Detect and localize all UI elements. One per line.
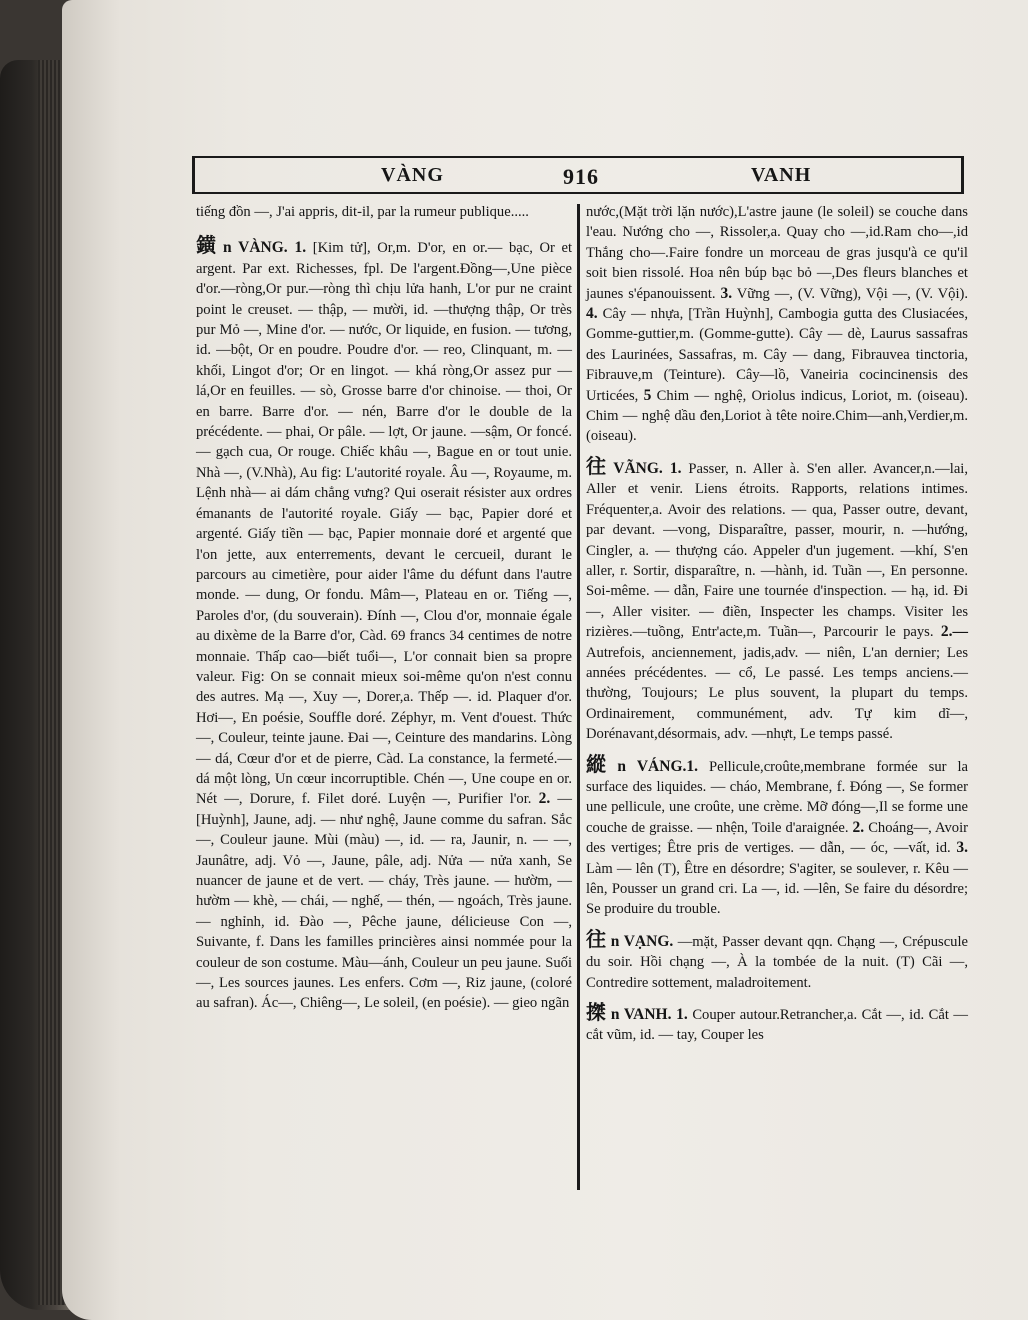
entry-body: Passer, n. Aller à. S'en aller. Avancer,n.—lai, Aller et venir. Liens étroits. Rapports, relations intimes. Fréquenter,a. Avoir des relations. — qua, Passer outre, devant, par devant. —vong, Disparaître, passer, mourir, n. —hướng, Cingler, a. — thượng cáo. Appeler d'un jugement. —khí, S'en aller, r. Sortir, disparaître, n. —hành, id. Tuần —, En personne. Soi-même. — dẫn, Faire une tournée d'inspection. — hạ, id. Đi —, Aller visiter. — điền, Inspecter les champs. Visiter les rizières.—tuồng, Entr'acte,m. Tuần—, Parcourir le pays. — [586, 460, 969, 641]
continuation-text: tiếng đồn —, J'ai appris, dit-il, par la rumeur publique..... — [196, 204, 529, 220]
sense-number: 3. — [956, 839, 968, 857]
entry-vang-3 — [586, 755, 968, 920]
chinese-glyph: 縱 — [586, 753, 614, 776]
sense-number: 2. — [538, 790, 551, 808]
headword: n VANH. 1. — [610, 1006, 688, 1024]
entry-body: Choáng—, Avoir des vertiges; Être pris de vertiges. — dẫn, — óc, —vất, id. — [586, 819, 969, 857]
chinese-glyph: 往 — [586, 928, 607, 951]
entry-body: —mặt, Passer devant qqn. Chạng —, Crépuscule du soir. Hồi chạng —, À la tombée de la nuit. (T) Cãi —, Contredire sottement, maladroitement. — [586, 933, 969, 991]
header-right-word: VANH — [751, 164, 812, 186]
entry-vang-2 — [586, 457, 968, 745]
sense-number: 4. — [586, 305, 598, 323]
headword: n VÁNG.1. — [617, 757, 699, 775]
entry-vanh — [586, 1003, 968, 1046]
running-header — [192, 156, 964, 194]
sense-number: 3. — [720, 284, 733, 302]
headword: n VÀNG. 1. — [222, 239, 307, 257]
entry-body: nước,(Mặt trời lặn nước),L'astre jaune (le soleil) se couche dans l'eau. Nướng cho —, Rissoler,a. Quay cho —,id.Ram cho—,id Thắng cho—.Faire fondre un morceau de gras jusqu'à ce qu'il soit bien rissolé. Hoa nên búp bạc bỏ —,Des fleurs blanches et jaunes s'épanouissent. — [586, 204, 968, 302]
chinese-glyph: 往 — [586, 455, 610, 478]
page-number: 916 — [563, 164, 599, 189]
right-column — [586, 202, 968, 1046]
entry-body: Autrefois, anciennement, jadis,adv. — niên, L'an dernier; Les années précédentes. — cổ, Le passé. Les temps anciens.— thường, Toujours; Le plus souvent, la plupart du temps. Ordinairement, communément, adv. Tự kim dĩ—, Dorénavant,désormais, adv. —nhựt, Le temps passé. — [586, 644, 968, 743]
sense-number: 2.— — [940, 623, 968, 641]
chinese-glyph: 搩 — [586, 1002, 607, 1025]
entry-vang-4 — [586, 930, 968, 993]
headword: n VẠNG. — [610, 932, 674, 950]
left-column — [196, 202, 572, 1014]
entry-vang — [196, 236, 572, 1013]
entry-body: Làm — lên (T), Être en désordre; S'agiter, se soulever, r. Kêu — lên, Pousser un grand cri. La —, id. —lên, Se faire du désordre; Se produire du trouble. — [586, 860, 968, 918]
headword: VÃNG. 1. — [613, 459, 682, 477]
sense-number: 5 — [643, 386, 652, 404]
column-divider — [577, 204, 580, 1190]
entry-body: [Kim tử], Or,m. D'or, en or.— bạc, Or et argent. Par ext. Richesses, fpl. De l'argent.Đồng—,Une pièce d'or.—ròng,Or pur.—ròng thì chịu lửa hanh, L'or pur ne craint point le creuset. — thập, — mười, id. —thượng thập, Or très pur Mỏ —, Mine d'or. — nước, Or liquide, en fusion. — tương, id. —bột, Or en poudre. Poudre d'or. — reo, Clinquant, m. — khối, Lingot d'or; Or en lingot. — khá ròng,Or assez pur —lá,Or en feuilles. — sò, Grosse barre d'or chinoise. — thoi, Or en barre. Barre d'or. — nén, Barre d'or le double de la précédente. — phai, Or pâle. — lợt, Or jaune. —sậm, Or foncé.— gạch cua, Or rouge. Chiếc khâu —, Bague en or tout unie. Nhà —, (V.Nhà), Au fig: L'autorité royale. Âu —, Royaume, m. Lệnh nhà— ai dám chẳng vưng? Qui oserait résister aux ordres émanants de l'autorité royale. Giấy — bạc, Papier doré et argenté. Giấy tiền — bạc, Papier monnaie doré et argenté que l'on jette, aux enterrements, devant le cercueil, durant le parcours au cimetière, pour aider l'âme du défunt dans l'autre monde. — dung, Or fondu. Mâm—, Plateau en or. Tiếng —, Paroles d'or, (du souverain). Đính —, Clou d'or, monnaie égale au dixème de la Barre d'or, Càd. 69 francs 34 centimes de notre monnaie. Thấp cao—biết tuổi—, L'or connait bien sa propre valeur. Fig: On se connait mieux soi-même qu'on n'est connu des autres. Mạ —, Xuy —, Dorer,a. Thếp —. id. Plaquer d'or. Hơi—, En poésie, Souffle doré. Zéphyr, m. Vent d'ouest. Thức —, Couleur, teinte jaune. Đai —, Ceinture des mandarins. Lòng — dá, Cœur d'or et de pierre, Càd. La constance, la fermeté.—dá một lòng, Un cœur incorruptible. Chén —, Une coupe en or. Nét —, Dorure, f. Filet doré. Luyện —, Purifier l'or. — [196, 240, 573, 808]
entry-body: Cây — nhựa, [Trần Huỳnh], Cambogia gutta des Clusiacées, Gomme-guttier,m. (Gomme-gutte). Cây — dè, Laurus sassafras des Laurinées, Sassafras, m. Cây — dang, Fibrauvea tinctoria, Fibrauve,m (Teinture). Cây—lồ, Vaneiria cocincinensis des Urticées, — [586, 306, 968, 404]
entry-body: Chim — nghệ, Oriolus indicus, Loriot, m. (oiseau). Chim — nghệ dầu đen,Loriot à tête noire.Chim—anh,Verdier,m. (oiseau). — [586, 387, 969, 445]
chinese-glyph: 鐄 — [196, 235, 219, 258]
entry-body: Pellicule,croûte,membrane formée sur la surface des liquides. — cháo, Membrane, f. Đóng —, Se former une pellicule, une croûte, une crème. Mỡ đóng—,Il se forme une couche de graisse. — nhện, Toile d'araignée. — [586, 758, 968, 836]
entry-body: Vững —, (V. Vững), Vội —, (V. Vội). — [736, 285, 969, 302]
entry-body: Couper autour.Retrancher,a. Cắt —, id. Cắt — cắt vũm, id. — tay, Couper les — [586, 1007, 969, 1044]
continuation-text — [586, 202, 968, 447]
header-left-word: VÀNG — [381, 164, 444, 186]
entry-body: — [Huỳnh], Jaune, adj. — như nghệ, Jaune comme du safran. Sắc —, Couleur jaune. Mùi (màu) —, id. — ra, Jaunir, n. — —, Jaunâtre, adj. Vỏ —, Jaune, pâle, adj. Nửa — nửa xanh, Se nuancer de jaune et de vert. — cháy, Très jaune. — hườm, — hườm — khè, — chái, — nghế, — thén, — ngoách, Très jaune. — nghỉnh, id. Đào —, Pêche jaune, délicieuse Con —, Suivante, f. Dans les familles princières ainsi nommée pour la couleur de son costume. Màu—ánh, Couleur un peu jaune. Suối—, Les sources jaunes. Les enfers. Cơm —, Riz jaune, (coloré au safran). Ác—, Chiêng—, Le soleil, (en poésie). — gieo ngãn — [196, 791, 572, 1012]
sense-number: 2. — [852, 818, 865, 836]
